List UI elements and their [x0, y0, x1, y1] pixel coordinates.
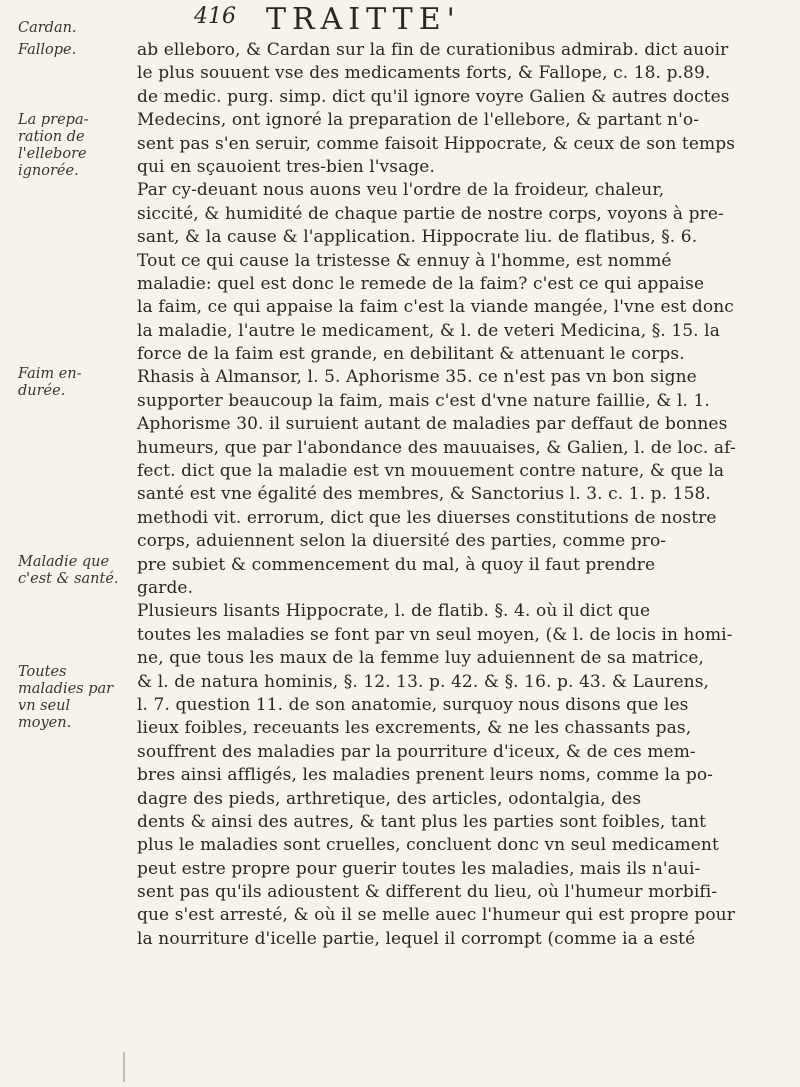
- text-line: siccité, & humidité de chaque partie de nostre corps, voyons à pre-: [137, 203, 724, 224]
- text-line: sant, & la cause & l'application. Hippocrate liu. de flatibus, §. 6.: [137, 227, 698, 248]
- running-title: TRAITTE': [266, 2, 461, 37]
- margin-note-cardan: Cardan.: [18, 20, 77, 36]
- margin-note-preparation: La prepa-ration de l'ellebore ignorée.: [18, 112, 89, 179]
- text-line: ne, que tous les maux de la femme luy aduiennent de sa matrice,: [137, 648, 705, 669]
- text-line: de medic. purg. simp. dict qu'il ignore voyre Galien & autres doctes: [137, 86, 730, 107]
- text-line: santé est vne égalité des membres, & Sanctorius l. 3. c. 1. p. 158.: [137, 484, 711, 505]
- margin-mark: [120, 1052, 128, 1082]
- page-number: 416: [194, 4, 236, 29]
- text-line: maladie: quel est donc le remede de la faim? c'est ce qui appaise: [137, 273, 705, 294]
- text-line: & l. de natura hominis, §. 12. 13. p. 42. & §. 16. p. 43. & Laurens,: [137, 671, 710, 692]
- text-line: la nourriture d'icelle partie, lequel il corrompt (comme ia a esté: [137, 928, 696, 949]
- text-line: corps, aduiennent selon la diuersité des parties, comme pro-: [137, 531, 667, 552]
- text-line: l. 7. question 11. de son anatomie, surquoy nous disons que les: [137, 694, 689, 715]
- text-line: Medecins, ont ignoré la preparation de l'ellebore, & partant n'o-: [137, 110, 700, 131]
- body-text: [137, 39, 785, 1079]
- text-line: qui en sçauoient tres-bien l'vsage.: [137, 156, 435, 177]
- margin-note-faim: Faim en-durée.: [18, 366, 82, 399]
- margin-note-toutes: Toutes maladies par vn seul moyen.: [18, 664, 114, 731]
- text-line: ab elleboro, & Cardan sur la fin de curationibus admirab. dict auoir: [137, 40, 729, 60]
- text-line: methodi vit. errorum, dict que les diuerses constitutions de nostre: [137, 507, 717, 528]
- text-line: pre subiet & commencement du mal, à quoy il faut prendre: [137, 554, 656, 575]
- text-line: bres ainsi affligés, les maladies prenent leurs noms, comme la po-: [137, 765, 714, 786]
- text-line: toutes les maladies se font par vn seul moyen, (& l. de locis in homi-: [137, 624, 733, 645]
- text-line: la maladie, l'autre le medicament, & l. de veteri Medicina, §. 15. la: [137, 320, 720, 341]
- text-line: Plusieurs lisants Hippocrate, l. de flatib. §. 4. où il dict que: [137, 601, 651, 622]
- text-line: dents & ainsi des autres, & tant plus les parties sont foibles, tant: [137, 811, 707, 832]
- margin-note-fallope: Fallope.: [18, 42, 77, 58]
- text-line: que s'est arresté, & où il se melle auec l'humeur qui est propre pour: [137, 905, 735, 926]
- text-line: humeurs, que par l'abondance des mauuaises, & Galien, l. de loc. af-: [137, 437, 736, 458]
- text-line: le plus souuent vse des medicaments forts, & Fallope, c. 18. p.89.: [137, 63, 711, 84]
- text-line: Aphorisme 30. il suruient autant de maladies par deffaut de bonnes: [137, 414, 728, 435]
- text-line: dagre des pieds, arthretique, des articles, odontalgia, des: [137, 788, 642, 809]
- text-line: fect. dict que la maladie est vn mouuement contre nature, & que la: [137, 461, 725, 482]
- margin-column: [0, 0, 130, 1087]
- text-line: la faim, ce qui appaise la faim c'est la viande mangée, l'vne est donc: [137, 297, 734, 318]
- text-line: sent pas s'en seruir, comme faisoit Hippocrate, & ceux de son temps: [137, 133, 736, 154]
- text-line: sent pas qu'ils adioustent & different du lieu, où l'humeur morbifi-: [137, 882, 718, 903]
- text-line: garde.: [137, 577, 194, 598]
- text-line: Rhasis à Almansor, l. 5. Aphorisme 35. ce n'est pas vn bon signe: [137, 367, 697, 388]
- text-line: peut estre propre pour guerir toutes les maladies, mais ils n'aui-: [137, 858, 701, 879]
- text-line: souffrent des maladies par la pourriture d'iceux, & de ces mem-: [137, 741, 696, 762]
- margin-note-maladie: Maladie que c'est & santé.: [18, 554, 119, 587]
- text-line: Tout ce qui cause la tristesse & ennuy à l'homme, est nommé: [137, 250, 672, 271]
- page-header: [180, 4, 680, 38]
- text-line: force de la faim est grande, en debilitant & attenuant le corps.: [137, 344, 685, 365]
- text-line: supporter beaucoup la faim, mais c'est d'vne nature faillie, & l. 1.: [137, 390, 710, 411]
- text-line: lieux foibles, receuants les excrements, & ne les chassants pas,: [137, 718, 692, 739]
- text-line: Par cy-deuant nous auons veu l'ordre de la froideur, chaleur,: [137, 180, 665, 201]
- text-line: plus le maladies sont cruelles, concluent donc vn seul medicament: [137, 835, 719, 856]
